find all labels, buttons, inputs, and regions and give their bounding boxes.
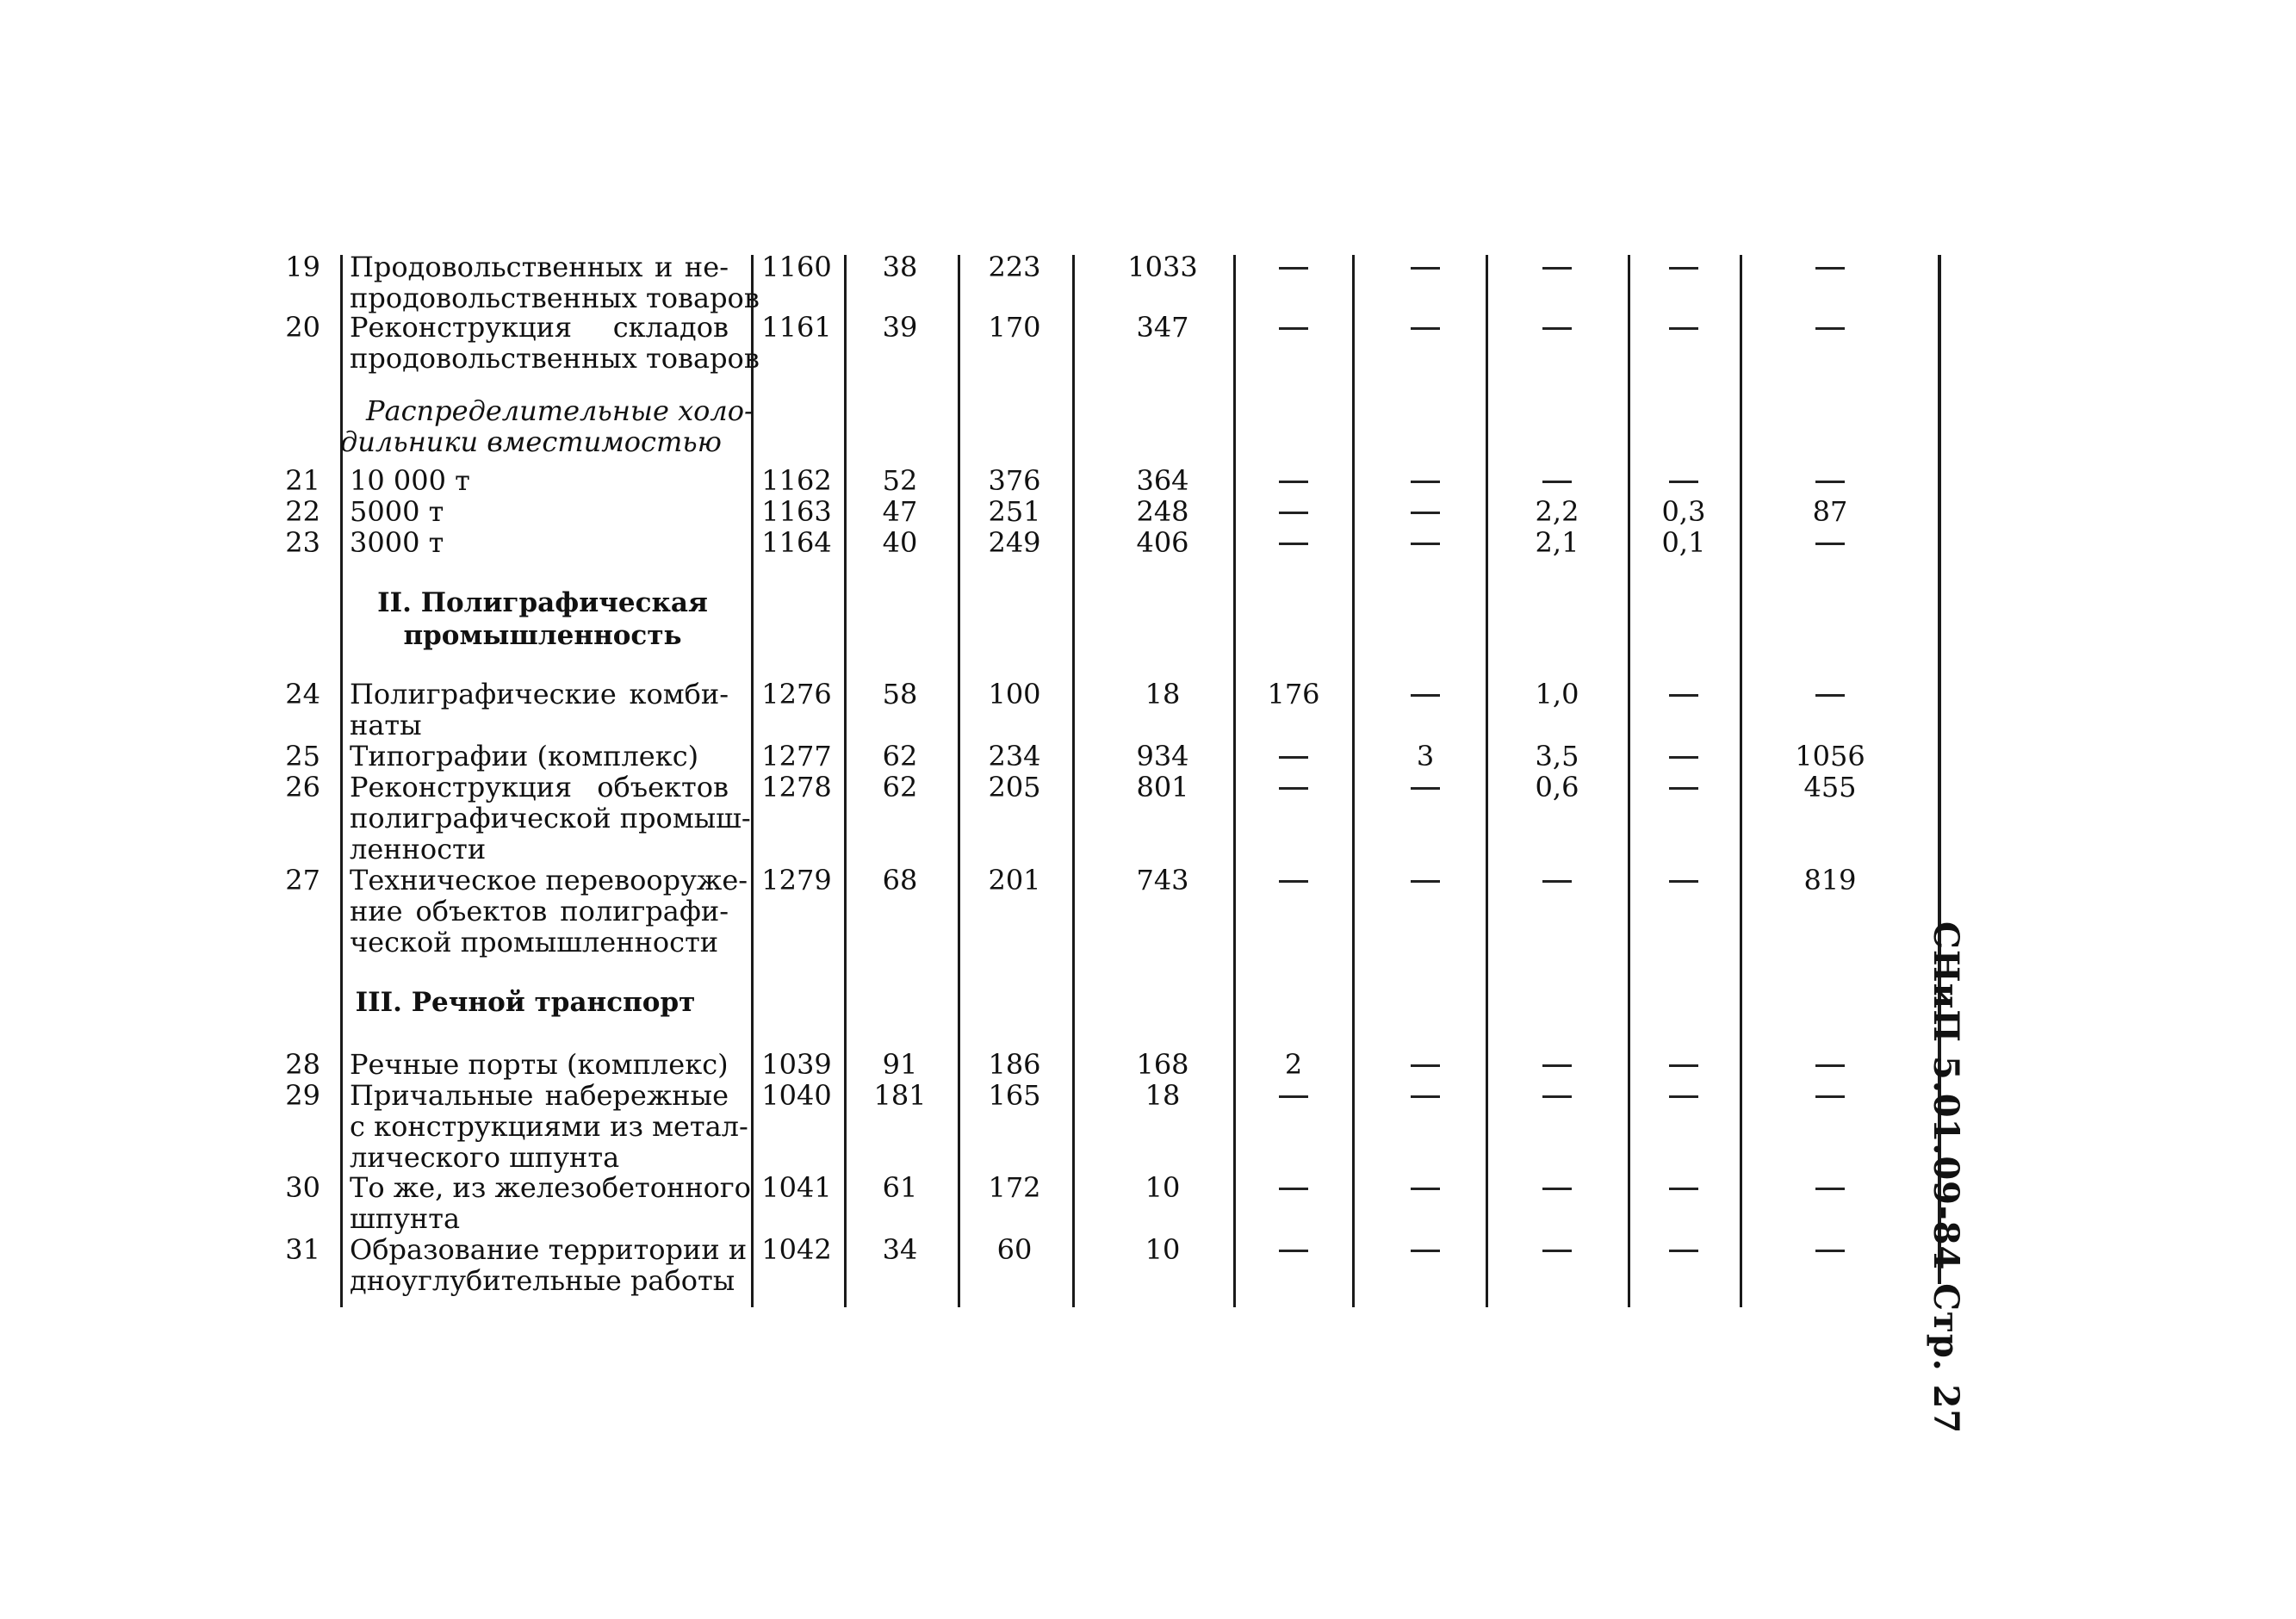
empty-value-dash <box>1411 880 1440 883</box>
empty-value-dash <box>1815 694 1845 697</box>
table-cell-value: 3,5 <box>1535 740 1579 772</box>
table-cell-value: 1279 <box>761 864 832 896</box>
table-cell-value: 455 <box>1803 771 1857 803</box>
table-cell-value: 364 <box>1136 464 1189 497</box>
table-cell-value: 47 <box>882 495 918 528</box>
empty-value-dash <box>1669 1188 1698 1190</box>
empty-value-dash <box>1279 787 1308 790</box>
column-rule <box>1233 255 1236 1307</box>
empty-value-dash <box>1669 327 1698 330</box>
row-number: 22 <box>285 495 320 528</box>
table-cell-value: 168 <box>1136 1048 1189 1081</box>
empty-value-dash <box>1411 267 1440 270</box>
table-cell-value: 18 <box>1145 1079 1181 1112</box>
object-name: Продовольственных и не- <box>350 251 729 283</box>
empty-value-dash <box>1669 694 1698 697</box>
table-cell-value: 251 <box>988 495 1041 528</box>
table-cell-value: 176 <box>1267 678 1320 710</box>
empty-value-dash <box>1815 1188 1845 1190</box>
object-name: Речные порты (комплекс) <box>350 1048 729 1081</box>
table-cell-value: 1041 <box>761 1171 832 1204</box>
table-cell-value: 18 <box>1145 678 1181 710</box>
table-cell-value: 0,1 <box>1661 526 1706 559</box>
empty-value-dash <box>1279 756 1308 759</box>
empty-value-dash <box>1279 543 1308 545</box>
empty-value-dash <box>1815 543 1845 545</box>
empty-value-dash <box>1815 327 1845 330</box>
table-cell-value: 3 <box>1416 740 1435 772</box>
table-cell-value: 10 <box>1145 1233 1181 1266</box>
empty-value-dash <box>1542 267 1572 270</box>
empty-value-dash <box>1669 1064 1698 1067</box>
table-cell-value: 60 <box>996 1233 1033 1266</box>
object-name: ческой промышленности <box>350 926 719 958</box>
table-cell-value: 1162 <box>761 464 832 497</box>
table-cell-value: 934 <box>1136 740 1189 772</box>
table-cell-value: 62 <box>882 771 918 803</box>
empty-value-dash <box>1279 1095 1308 1098</box>
object-name: Реконструкция объектов <box>350 771 729 803</box>
table-cell-value: 2,2 <box>1535 495 1579 528</box>
empty-value-dash <box>1279 327 1308 330</box>
empty-value-dash <box>1815 267 1845 270</box>
table-cell-value: 801 <box>1136 771 1189 803</box>
table-cell-value: 91 <box>882 1048 918 1081</box>
empty-value-dash <box>1669 1095 1698 1098</box>
empty-value-dash <box>1815 481 1845 483</box>
table-cell-value: 1163 <box>761 495 832 528</box>
object-name: шпунта <box>350 1202 461 1235</box>
table-cell-value: 87 <box>1812 495 1848 528</box>
empty-value-dash <box>1411 543 1440 545</box>
table-cell-value: 165 <box>988 1079 1041 1112</box>
empty-value-dash <box>1411 1095 1440 1098</box>
table-cell-value: 743 <box>1136 864 1189 896</box>
table-cell-value: 1,0 <box>1535 678 1579 710</box>
object-name: полиграфической промыш- <box>350 802 751 834</box>
table-cell-value: 58 <box>882 678 918 710</box>
table-cell-value: 1033 <box>1127 251 1198 283</box>
object-name: с конструкциями из метал- <box>350 1110 748 1143</box>
table-cell-value: 1042 <box>761 1233 832 1266</box>
row-number: 28 <box>285 1048 320 1081</box>
table-cell-value: 1160 <box>761 251 832 283</box>
object-name: То же, из железобетонного <box>350 1171 751 1204</box>
table-cell-value: 1039 <box>761 1048 832 1081</box>
empty-value-dash <box>1279 267 1308 270</box>
column-rule <box>340 255 343 1307</box>
column-rule <box>1740 255 1742 1307</box>
object-name: Причальные набережные <box>350 1079 729 1112</box>
section-heading-polygraphy-line2: промышленность <box>403 620 682 651</box>
column-rule <box>1628 255 1630 1307</box>
empty-value-dash <box>1542 1095 1572 1098</box>
table-cell-value: 40 <box>882 526 918 559</box>
object-name: лического шпунта <box>350 1141 620 1174</box>
object-name: продовольственных товаров <box>350 282 760 314</box>
object-name: дноуглубительные работы <box>350 1264 735 1297</box>
empty-value-dash <box>1669 481 1698 483</box>
table-cell-value: 1056 <box>1795 740 1865 772</box>
empty-value-dash <box>1411 1064 1440 1067</box>
table-cell-value: 1161 <box>761 311 832 344</box>
table-cell-value: 39 <box>882 311 918 344</box>
empty-value-dash <box>1411 694 1440 697</box>
empty-value-dash <box>1669 787 1698 790</box>
table-cell-value: 1278 <box>761 771 832 803</box>
table-cell-value: 170 <box>988 311 1041 344</box>
table-cell-value: 347 <box>1136 311 1189 344</box>
empty-value-dash <box>1542 880 1572 883</box>
object-name: Реконструкция складов <box>350 311 729 344</box>
table-cell-value: 181 <box>873 1079 927 1112</box>
object-name: Техническое перевооруже- <box>350 864 748 896</box>
object-name: ние объектов полиграфи- <box>350 895 729 927</box>
empty-value-dash <box>1542 1250 1572 1252</box>
table-cell-value: 248 <box>1136 495 1189 528</box>
empty-value-dash <box>1815 1095 1845 1098</box>
table-cell-value: 406 <box>1136 526 1189 559</box>
object-name: Полиграфические комби- <box>350 678 729 710</box>
table-cell-value: 62 <box>882 740 918 772</box>
table-cell-value: 376 <box>988 464 1041 497</box>
object-name: продовольственных товаров <box>350 342 760 375</box>
empty-value-dash <box>1411 327 1440 330</box>
table-cell-value: 249 <box>988 526 1041 559</box>
document-code-label: СНиП 5.01.09-84 Стр. 27 <box>1926 921 1966 1435</box>
object-name: Типографии (комплекс) <box>350 740 699 772</box>
empty-value-dash <box>1279 1250 1308 1252</box>
empty-value-dash <box>1279 1188 1308 1190</box>
table-cell-value: 100 <box>988 678 1041 710</box>
column-rule <box>1352 255 1355 1307</box>
empty-value-dash <box>1542 481 1572 483</box>
table-cell-value: 186 <box>988 1048 1041 1081</box>
table-cell-value: 68 <box>882 864 918 896</box>
table-cell-value: 2,1 <box>1535 526 1579 559</box>
row-number: 24 <box>285 678 320 710</box>
table-cell-value: 1276 <box>761 678 832 710</box>
empty-value-dash <box>1279 880 1308 883</box>
table-cell-value: 34 <box>882 1233 918 1266</box>
empty-value-dash <box>1279 481 1308 483</box>
empty-value-dash <box>1669 880 1698 883</box>
empty-value-dash <box>1411 1188 1440 1190</box>
object-name: наты <box>350 709 422 741</box>
table-cell-value: 10 <box>1145 1171 1181 1204</box>
row-number: 27 <box>285 864 320 896</box>
object-name: ленности <box>350 833 487 865</box>
column-rule <box>958 255 960 1307</box>
table-cell-value: 1277 <box>761 740 832 772</box>
subheading-refrigerators-line2: дильники вместимостью <box>340 425 722 458</box>
empty-value-dash <box>1669 267 1698 270</box>
row-number: 30 <box>285 1171 320 1204</box>
empty-value-dash <box>1542 1188 1572 1190</box>
object-name: Образование территории и <box>350 1233 748 1266</box>
object-name: 10 000 т <box>350 464 470 497</box>
row-number: 19 <box>285 251 320 283</box>
empty-value-dash <box>1411 1250 1440 1252</box>
empty-value-dash <box>1411 481 1440 483</box>
table-cell-value: 223 <box>988 251 1041 283</box>
table-cell-value: 61 <box>882 1171 918 1204</box>
table-cell-value: 0,3 <box>1661 495 1706 528</box>
table-cell-value: 2 <box>1284 1048 1303 1081</box>
row-number: 21 <box>285 464 320 497</box>
section-heading-polygraphy-line1: II. Полиграфическая <box>377 587 708 618</box>
empty-value-dash <box>1411 787 1440 790</box>
table-cell-value: 172 <box>988 1171 1041 1204</box>
empty-value-dash <box>1669 1250 1698 1252</box>
empty-value-dash <box>1669 756 1698 759</box>
empty-value-dash <box>1815 1064 1845 1067</box>
section-heading-river-transport: III. Речной транспорт <box>355 987 696 1018</box>
table-cell-value: 234 <box>988 740 1041 772</box>
object-name: 5000 т <box>350 495 444 528</box>
empty-value-dash <box>1542 327 1572 330</box>
table-cell-value: 52 <box>882 464 918 497</box>
object-name: 3000 т <box>350 526 444 559</box>
table-cell-value: 201 <box>988 864 1041 896</box>
column-rule <box>1072 255 1075 1307</box>
table-cell-value: 1040 <box>761 1079 832 1112</box>
table-cell-value: 0,6 <box>1535 771 1579 803</box>
table-cell-value: 38 <box>882 251 918 283</box>
empty-value-dash <box>1279 512 1308 514</box>
row-number: 25 <box>285 740 320 772</box>
subheading-refrigerators-line1: Распределительные холо- <box>366 394 754 427</box>
row-number: 20 <box>285 311 320 344</box>
row-number: 31 <box>285 1233 320 1266</box>
column-rule <box>1486 255 1488 1307</box>
empty-value-dash <box>1411 512 1440 514</box>
row-number: 23 <box>285 526 320 559</box>
table-cell-value: 1164 <box>761 526 832 559</box>
empty-value-dash <box>1542 1064 1572 1067</box>
empty-value-dash <box>1815 1250 1845 1252</box>
row-number: 29 <box>285 1079 320 1112</box>
table-cell-value: 205 <box>988 771 1041 803</box>
row-number: 26 <box>285 771 320 803</box>
table-cell-value: 819 <box>1803 864 1857 896</box>
